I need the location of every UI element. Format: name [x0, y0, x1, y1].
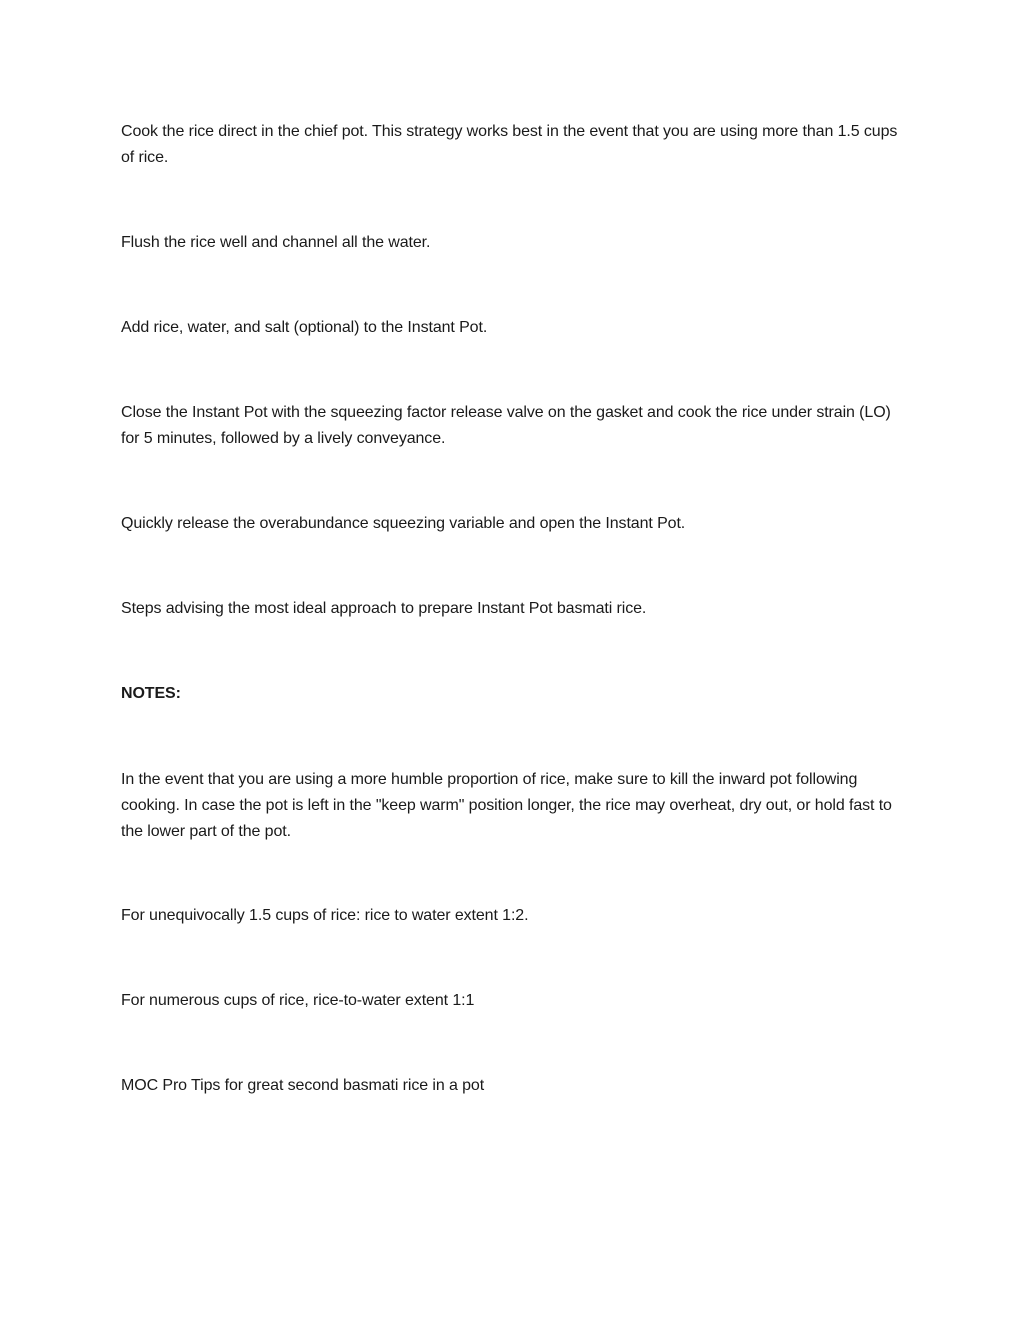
- paragraph-add-ingredients: Add rice, water, and salt (optional) to the Instant Pot.: [121, 319, 488, 336]
- paragraph-ratio-numerous-cups: For numerous cups of rice, rice-to-water extent 1:1: [121, 992, 475, 1009]
- paragraph-pro-tips: MOC Pro Tips for great second basmati rice in a pot: [121, 1077, 485, 1094]
- paragraph-close-pot: Close the Instant Pot with the squeezing factor release valve on the gasket and cook the rice under strain (LO) for 5 minutes, followed by a lively conveyance.: [121, 404, 891, 447]
- paragraph-release-pressure: Quickly release the overabundance squeezing variable and open the Instant Pot.: [121, 515, 686, 532]
- paragraph-ratio-1-5-cups: For unequivocally 1.5 cups of rice: rice to water extent 1:2.: [121, 907, 529, 924]
- notes-heading: NOTES:: [121, 685, 181, 702]
- paragraph-flush-rice: Flush the rice well and channel all the water.: [121, 234, 431, 251]
- paragraph-cook-in-pot: Cook the rice direct in the chief pot. This strategy works best in the event that you are using more than 1.5 cups of rice.: [121, 123, 898, 166]
- paragraph-small-quantity-note: In the event that you are using a more humble proportion of rice, make sure to kill the inward pot following cooking. In case the pot is left in the "keep warm" position longer, the rice may overheat, dry out, or hold fast to the lower part of the pot.: [121, 771, 892, 840]
- paragraph-steps-advice: Steps advising the most ideal approach to prepare Instant Pot basmati rice.: [121, 600, 647, 617]
